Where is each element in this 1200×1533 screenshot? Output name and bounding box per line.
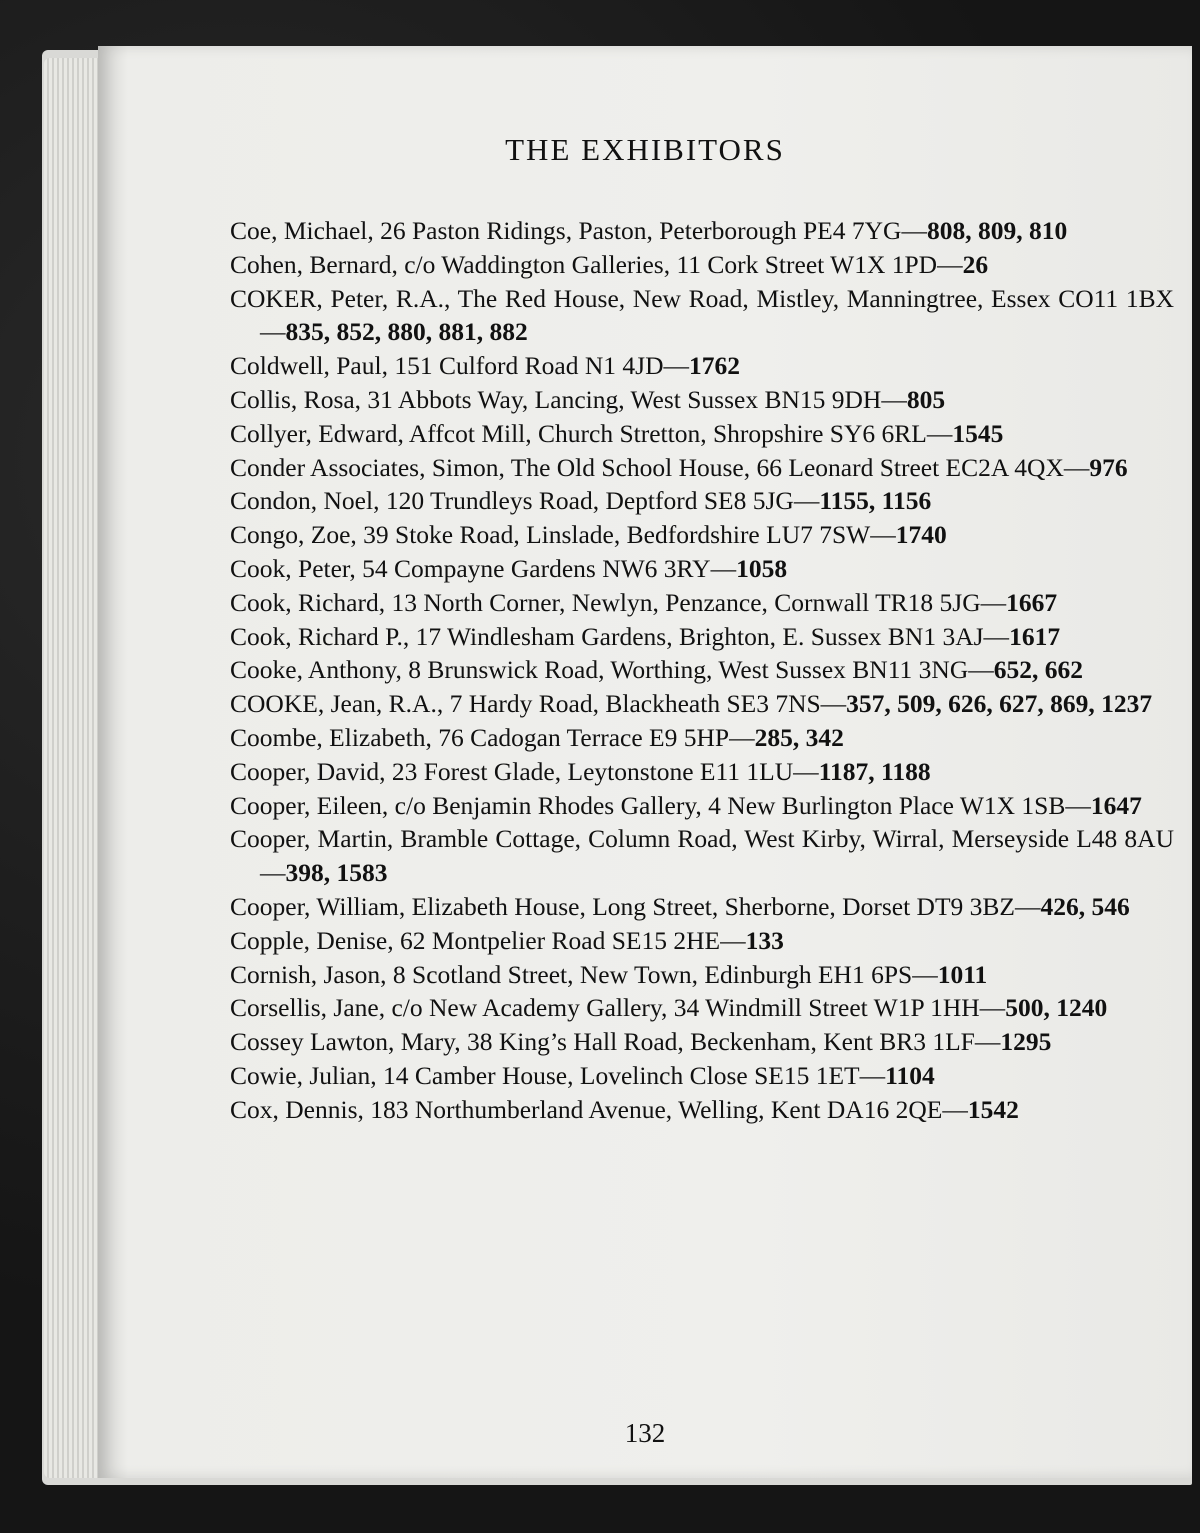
exhibitor-entry bbox=[230, 349, 1174, 383]
entry-address: COKER, Peter, R.A., The Red House, New Road, Mistley, Manningtree, Essex CO11 1BX— bbox=[230, 283, 1174, 347]
entry-address: COOKE, Jean, R.A., 7 Hardy Road, Blackheath SE3 7NS— bbox=[230, 689, 847, 719]
entry-catalogue-numbers: 426, 546 bbox=[1040, 891, 1130, 921]
exhibitor-entry bbox=[230, 248, 1174, 282]
entry-address: Coldwell, Paul, 151 Culford Road N1 4JD— bbox=[230, 351, 689, 381]
exhibitor-entry bbox=[230, 958, 1174, 992]
entry-catalogue-numbers: 1155, 1156 bbox=[819, 486, 932, 516]
exhibitor-entry bbox=[230, 1093, 1174, 1127]
exhibitor-entry bbox=[230, 552, 1174, 586]
entry-address: Cox, Dennis, 183 Northumberland Avenue, Welling, Kent DA16 2QE— bbox=[230, 1094, 968, 1124]
entry-catalogue-numbers: 808, 809, 810 bbox=[926, 216, 1068, 245]
entry-catalogue-numbers: 835, 852, 880, 881, 882 bbox=[285, 317, 528, 347]
entry-address: Cooke, Anthony, 8 Brunswick Road, Worthing, West Sussex BN11 3NG— bbox=[230, 655, 994, 685]
entry-catalogue-numbers: 285, 342 bbox=[754, 722, 844, 752]
entry-address: Congo, Zoe, 39 Stoke Road, Linslade, Bedfordshire LU7 7SW— bbox=[230, 520, 896, 550]
entry-catalogue-numbers: 1011 bbox=[937, 959, 988, 989]
exhibitor-list bbox=[230, 214, 1174, 1127]
entry-address: Cohen, Bernard, c/o Waddington Galleries, 11 Cork Street W1X 1PD— bbox=[230, 249, 963, 279]
exhibitor-entry bbox=[230, 924, 1174, 958]
exhibitor-entry bbox=[230, 890, 1174, 924]
entry-catalogue-numbers: 1295 bbox=[1000, 1027, 1052, 1057]
entry-catalogue-numbers: 805 bbox=[906, 384, 946, 414]
entry-catalogue-numbers: 357, 509, 626, 627, 869, 1237 bbox=[846, 689, 1153, 719]
entry-catalogue-numbers: 652, 662 bbox=[993, 655, 1083, 685]
exhibitor-entry bbox=[230, 789, 1174, 823]
exhibitor-entry bbox=[230, 451, 1174, 485]
exhibitor-entry bbox=[230, 687, 1174, 721]
entry-catalogue-numbers: 500, 1240 bbox=[1005, 993, 1108, 1023]
entry-address: Cooper, Martin, Bramble Cottage, Column Road, West Kirby, Wirral, Merseyside L48 8AU— bbox=[230, 824, 1174, 888]
exhibitor-entry bbox=[230, 383, 1174, 417]
page-number: 132 bbox=[624, 1418, 666, 1448]
entry-address: Cowie, Julian, 14 Camber House, Lovelinch Close SE15 1ET— bbox=[230, 1060, 886, 1090]
entry-catalogue-numbers: 1187, 1188 bbox=[818, 756, 931, 786]
exhibitor-entry bbox=[230, 214, 1174, 248]
exhibitor-entry bbox=[230, 586, 1174, 620]
entry-catalogue-numbers: 1647 bbox=[1090, 790, 1142, 820]
exhibitor-entry bbox=[230, 653, 1174, 687]
entry-catalogue-numbers: 1762 bbox=[689, 351, 740, 381]
exhibitor-entry bbox=[230, 518, 1174, 552]
exhibitor-entry bbox=[230, 822, 1174, 890]
entry-address: Cook, Richard, 13 North Corner, Newlyn, Penzance, Cornwall TR18 5JG— bbox=[230, 587, 1007, 617]
entry-address: Cook, Peter, 54 Compayne Gardens NW6 3RY— bbox=[230, 553, 737, 583]
entry-address: Cook, Richard P., 17 Windlesham Gardens, Brighton, E. Sussex BN1 3AJ— bbox=[230, 621, 1010, 651]
entry-address: Conder Associates, Simon, The Old School House, 66 Leonard Street EC2A 4QX— bbox=[230, 452, 1090, 482]
exhibitor-entry bbox=[230, 417, 1174, 451]
exhibitor-entry bbox=[230, 1059, 1174, 1093]
entry-address: Corsellis, Jane, c/o New Academy Gallery, 34 Windmill Street W1P 1HH— bbox=[230, 993, 1006, 1023]
exhibitor-entry bbox=[230, 282, 1174, 350]
entry-catalogue-numbers: 1667 bbox=[1006, 587, 1058, 617]
running-head: THE EXHIBITORS bbox=[505, 132, 785, 167]
exhibitor-entry bbox=[230, 484, 1174, 518]
entry-address: Cornish, Jason, 8 Scotland Street, New Town, Edinburgh EH1 6PS— bbox=[230, 959, 938, 989]
entry-catalogue-numbers: 26 bbox=[962, 249, 989, 279]
exhibitor-entry bbox=[230, 721, 1174, 755]
exhibitor-entry bbox=[230, 991, 1174, 1025]
entry-catalogue-numbers: 398, 1583 bbox=[285, 858, 388, 888]
entry-address: Coombe, Elizabeth, 76 Cadogan Terrace E9 5HP— bbox=[230, 722, 755, 752]
entry-address: Cooper, Eileen, c/o Benjamin Rhodes Gallery, 4 New Burlington Place W1X 1SB— bbox=[230, 790, 1091, 820]
exhibitor-entry bbox=[230, 620, 1174, 654]
entry-address: Cooper, William, Elizabeth House, Long Street, Sherborne, Dorset DT9 3BZ— bbox=[230, 891, 1041, 921]
exhibitor-entry bbox=[230, 755, 1174, 789]
entry-address: Collis, Rosa, 31 Abbots Way, Lancing, West Sussex BN15 9DH— bbox=[230, 384, 907, 414]
entry-address: Copple, Denise, 62 Montpelier Road SE15 2HE— bbox=[230, 925, 746, 955]
entry-catalogue-numbers: 1542 bbox=[967, 1094, 1019, 1124]
entry-address: Coe, Michael, 26 Paston Ridings, Paston, Peterborough PE4 7YG— bbox=[230, 216, 927, 245]
entry-catalogue-numbers: 1058 bbox=[736, 553, 788, 583]
page-edges bbox=[44, 58, 104, 1478]
entry-address: Cossey Lawton, Mary, 38 King’s Hall Road, Beckenham, Kent BR3 1LF— bbox=[230, 1027, 1001, 1057]
entry-address: Condon, Noel, 120 Trundleys Road, Deptford SE8 5JG— bbox=[230, 486, 820, 516]
entry-catalogue-numbers: 133 bbox=[745, 925, 784, 955]
entry-catalogue-numbers: 976 bbox=[1089, 452, 1128, 482]
entry-address: Cooper, David, 23 Forest Glade, Leytonstone E11 1LU— bbox=[230, 756, 819, 786]
entry-catalogue-numbers: 1104 bbox=[885, 1060, 935, 1090]
entry-catalogue-numbers: 1740 bbox=[895, 520, 947, 550]
entry-address: Collyer, Edward, Affcot Mill, Church Stretton, Shropshire SY6 6RL— bbox=[230, 418, 953, 448]
exhibitor-entry bbox=[230, 1025, 1174, 1059]
entry-catalogue-numbers: 1545 bbox=[952, 418, 1004, 448]
entry-catalogue-numbers: 1617 bbox=[1009, 621, 1061, 651]
